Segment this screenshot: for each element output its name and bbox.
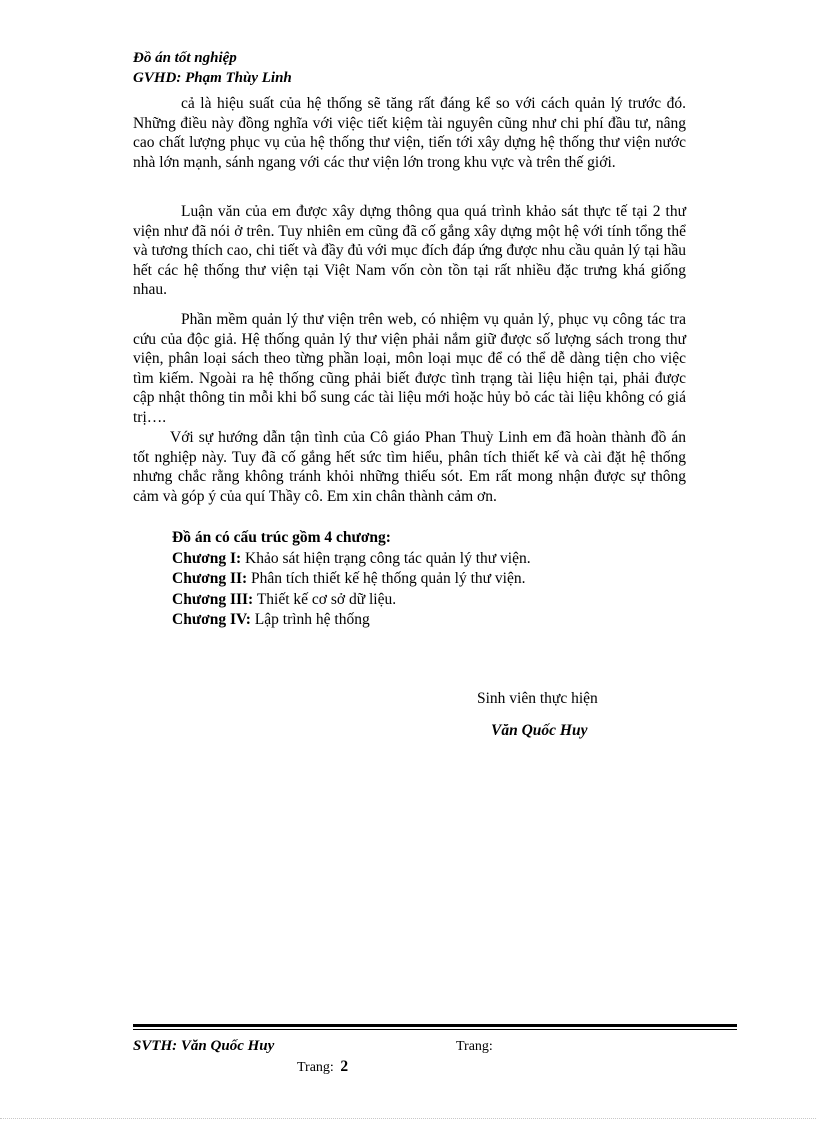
footer-student: SVTH: Văn Quốc Huy [133,1038,275,1054]
chapter-text: Khảo sát hiện trạng công tác quản lý thư viện. [245,549,531,567]
page-bottom-edge [0,1118,816,1119]
chapter-text: Lập trình hệ thống [254,611,370,629]
paragraph-1 [133,94,686,172]
chapter-outline [172,528,531,631]
footer-divider [133,1024,737,1032]
chapter-label: Chương I: [172,549,242,567]
footer-page-label: Trang: [297,1060,334,1075]
header-advisor: GVHD: Phạm Thùy Linh [133,70,292,86]
paragraph-text: cả là hiệu suất của hệ thống sẽ tăng rất đáng kể so với cách quản lý trước đó. Những điều này đồng nghĩa với việc tiết kiệm tài nguyên cũng như chi phí đầu tư, nâng cao chất lượng phục vụ của hệ thống thư viện, tiến tới xây dựng hệ thống thư viện nước nhà lớn mạnh, sánh ngang với các thư viện lớn trong khu vực và trên thế giới. [133,95,686,171]
header-title: Đồ án tốt nghiệp [133,50,237,66]
chapter-label: Chương II: [172,570,248,588]
chapter-label: Chương IV: [172,611,251,629]
footer-divider-thick [133,1024,737,1027]
outline-title: Đồ án có cấu trúc gồm 4 chương: [172,529,391,546]
chapter-item-4 [172,610,531,631]
paragraph-text: Phần mềm quản lý thư viện trên web, có nhiệm vụ quản lý, phục vụ công tác tra cứu của độc giả. Hệ thống quản lý thư viện phải nắm giữ được số lượng sách trong thư viện, phân loại sách theo từng phần loại, môn loại mục để có thể dễ dàng tiện cho việc tìm kiếm. Ngoài ra hệ thống cũng phải biết được tình trạng tài liệu hiện tại, phải được cập nhật thông tin mỗi khi bổ sung các tài liệu mới hoặc hủy bỏ các tài liệu không có giá trị…. [133,311,686,426]
footer-page [297,1058,348,1076]
page-number: 2 [340,1058,349,1075]
paragraph-2 [133,202,686,300]
footer-divider-thin [133,1029,737,1030]
chapter-item-1 [172,549,531,570]
paragraph-3 [133,310,686,428]
paragraph-4 [133,428,686,506]
chapter-item-2 [172,569,531,590]
chapter-text: Thiết kế cơ sở dữ liệu. [256,590,397,608]
paragraph-text: Với sự hướng dẫn tận tình của Cô giáo Phan Thuỳ Linh em đã hoàn thành đồ án tốt nghiệp này. Tuy đã cố gắng hết sức tìm hiểu, phân tích thiết kế và cài đặt hệ thống nhưng chắc rằng không tránh khỏi những thiếu sót. Em rất mong nhận được sự thông cảm và góp ý của quí Thầy cô. Em xin chân thành cảm ơn. [133,429,686,505]
footer-page-label-right: Trang: [456,1039,493,1054]
chapter-item-3 [172,590,531,611]
signature-role: Sinh viên thực hiện [477,690,598,707]
signature-name: Văn Quốc Huy [491,722,588,739]
chapter-text: Phân tích thiết kế hệ thống quản lý thư viện. [251,570,526,588]
page-header [133,48,292,88]
signature-block [477,689,598,741]
paragraph-text: Luận văn của em được xây dựng thông qua quá trình khảo sát thực tế tại 2 thư viện như đã nói ở trên. Tuy nhiên em cũng đã cố gắng xây dựng một hệ với tính tổng thể và tương thích cao, chi tiết và đầy đủ với mục đích đáp ứng được nhu cầu quản lý tại hầu hết các hệ thống thư viện tại Việt Nam vốn còn tồn tại rất nhiều đặc trưng khá giống nhau. [133,203,686,299]
chapter-label: Chương III: [172,590,254,608]
